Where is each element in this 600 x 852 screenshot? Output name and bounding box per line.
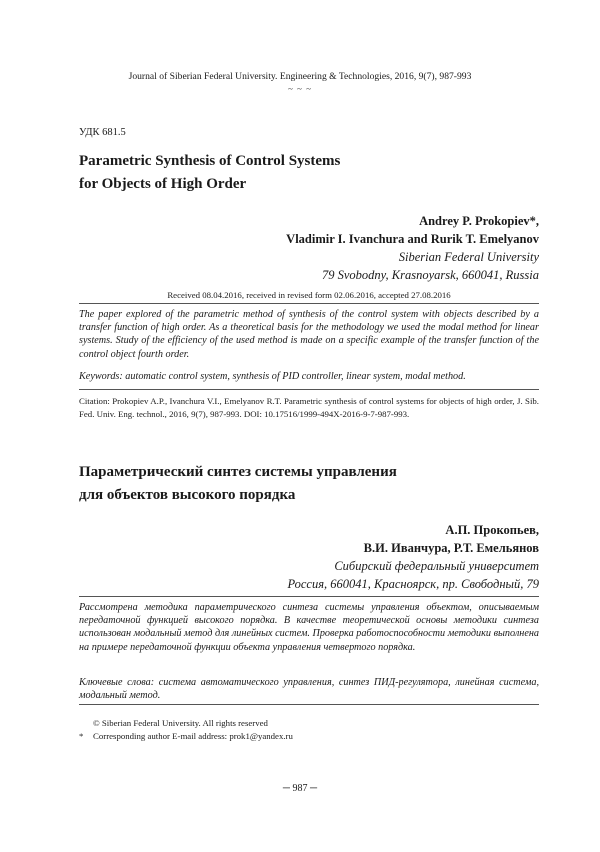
received-dates: Received 08.04.2016, received in revised form 02.06.2016, accepted 27.08.2016 [167,290,451,300]
russian-author-line1: А.П. Прокопьев, [445,523,539,537]
english-author-line1: Andrey P. Prokopiev*, [419,214,539,228]
citation: Citation: Prokopiev A.P., Ivanchura V.I., Emelyanov R.T. Parametric synthesis of control systems for objects of high order, J. Sib. Fed. Univ. Eng. technol., 2016, 9(7), 987-993. DOI: 10.17516/1999-494X-2016-9-7-987-993. [79,396,539,419]
russian-authors [200,521,539,593]
english-abstract: The paper explored of the parametric method of synthesis of the control system with objects described by a transfer function of high order. As a theoretical basis for the methodology we used the modal method for linear systems. Study of the efficiency of the used method is made on a specific example of the transfer function of the control object fourth order. [79,309,539,360]
english-authors [200,212,539,284]
russian-author-line2: В.И. Иванчура, Р.Т. Емельянов [363,541,539,555]
russian-keywords: Ключевые слова: система автоматического управления, синтез ПИД-регулятора, линейная система, модальный метод. [79,677,539,702]
russian-abstract: Рассмотрена методика параметрического синтеза системы управления объектом, описываемым передаточной функцией высокого порядка. В качестве теоретической основы методики синтеза использован модальный метод для линейных систем. Проверка работоспособности методики выполнена на примере передаточной функции объекта управления четвертого порядка. [79,602,539,653]
english-title [79,150,539,196]
english-title-line1: Parametric Synthesis of Control Systems [79,153,341,169]
header-ornament: ~ ~ ~ [287,84,313,94]
footnote-copyright [79,717,539,729]
russian-affiliation: Сибирский федеральный университет [334,559,539,573]
english-title-line2: for Objects of High Order [79,176,247,192]
russian-title-line1: Параметрический синтез системы управления [79,464,397,480]
russian-title-line2: для объектов высокого порядка [79,487,296,503]
page-number: ─ 987 ─ [282,783,318,794]
footnote-corresponding-text: Corresponding author E-mail address: prok1@yandex.ru [93,731,293,741]
russian-address: Россия, 660041, Красноярск, пр. Свободный, 79 [287,577,539,591]
russian-title [79,461,539,507]
english-author-line2: Vladimir I. Ivanchura and Rurik T. Emelyanov [286,232,539,246]
divider-rule [79,303,539,304]
footnote-star: * [79,731,84,741]
english-affiliation: Siberian Federal University [398,250,539,264]
footnote-copyright-text: © Siberian Federal University. All rights reserved [93,718,268,728]
journal-header: Journal of Siberian Federal University. Engineering & Technologies, 2016, 9(7), 987-993 [128,71,472,82]
divider-rule [79,596,539,597]
english-keywords: Keywords: automatic control system, synthesis of PID controller, linear system, modal method. [79,371,466,382]
divider-rule [79,389,539,390]
udk-code: УДК 681.5 [79,127,126,138]
footnote-corresponding [79,730,539,742]
divider-rule [79,704,539,705]
english-address: 79 Svobodny, Krasnoyarsk, 660041, Russia [321,268,539,282]
